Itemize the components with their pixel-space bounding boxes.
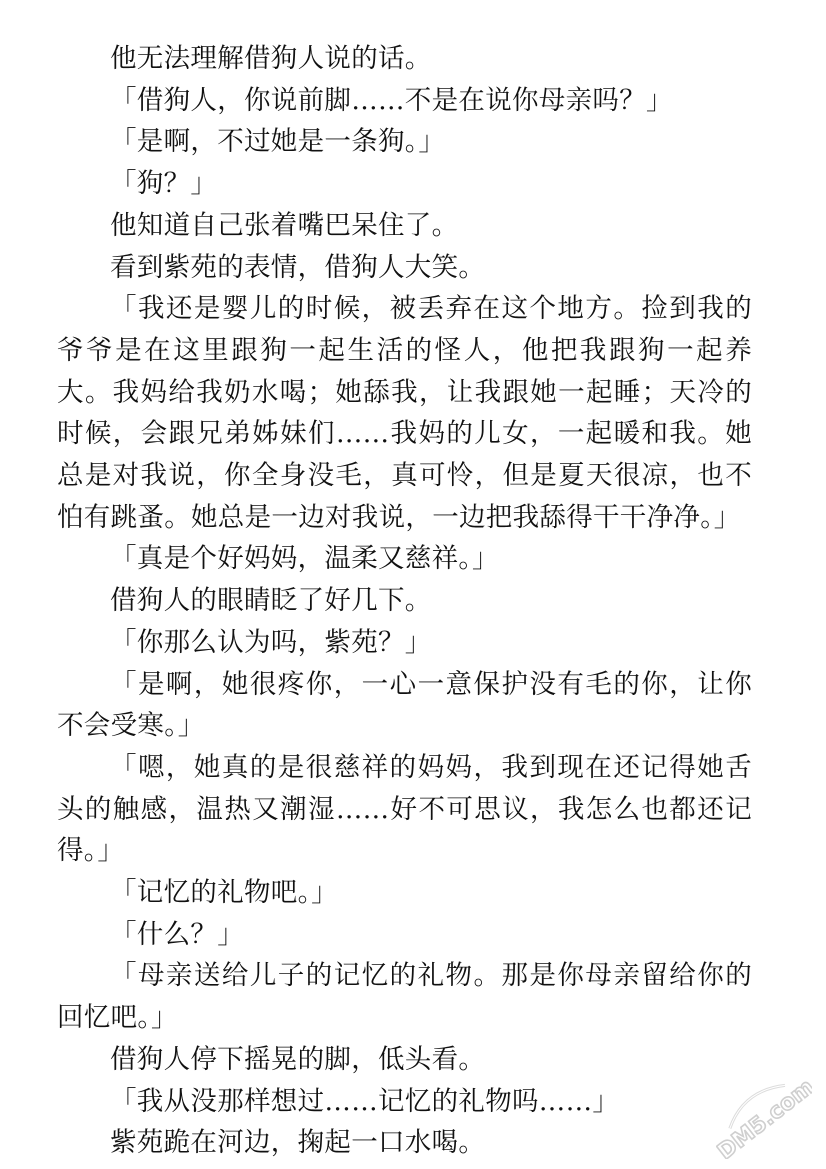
paragraph: 「是啊，她很疼你，一心一意保护没有毛的你，让你不会受寒。」 bbox=[57, 668, 752, 742]
paragraph: 「狗？」 bbox=[110, 168, 218, 200]
paragraph: 「你那么认为吗，紫苑？」 bbox=[110, 626, 432, 658]
paragraph: 「记忆的礼物吧。」 bbox=[110, 877, 338, 909]
paragraph: 「真是个好妈妈，温柔又慈祥。」 bbox=[110, 543, 499, 575]
paragraph: 借狗人停下摇晃的脚，低头看。 bbox=[110, 1043, 486, 1075]
paragraph: 「我从没那样想过……记忆的礼物吗……」 bbox=[110, 1085, 620, 1117]
paragraph: 「嗯，她真的是很慈祥的妈妈，我到现在还记得她舌头的触感，温热又潮湿……好不可思议，我怎么也都还记得。」 bbox=[57, 751, 752, 867]
paragraph: 「我还是婴儿的时候，被丢弃在这个地方。捡到我的爷爷是在这里跟狗一起生活的怪人，他把我跟狗一起养大。我妈给我奶水喝；她舔我，让我跟她一起睡；天冷的时候，会跟兄弟姊妹们……我妈的儿女，一起暖和我。她总是对我说，你全身没毛，真可怜，但是夏天很凉，也不怕有跳蚤。她总是一边对我说，一边把我舔得干干净净。」 bbox=[57, 293, 752, 533]
paragraph: 「借狗人，你说前脚……不是在说你母亲吗？」 bbox=[110, 84, 673, 116]
paragraph: 借狗人的眼睛眨了好几下。 bbox=[110, 585, 432, 617]
paragraph: 紫苑跪在河边，掬起一口水喝。 bbox=[110, 1127, 486, 1159]
paragraph: 「什么？」 bbox=[110, 918, 244, 950]
paragraph: 他无法理解借狗人说的话。 bbox=[110, 43, 432, 74]
paragraph: 「是啊，不过她是一条狗。」 bbox=[110, 126, 446, 158]
paragraph: 看到紫苑的表情，借狗人大笑。 bbox=[110, 251, 486, 283]
paragraph: 他知道自己张着嘴巴呆住了。 bbox=[110, 209, 459, 241]
page-body bbox=[57, 38, 752, 1164]
dm5-watermark-logo bbox=[716, 1075, 812, 1159]
paragraph: 「母亲送给儿子的记忆的礼物。那是你母亲留给你的回忆吧。」 bbox=[57, 960, 752, 1034]
watermark-text: DM5.com bbox=[716, 1075, 812, 1159]
